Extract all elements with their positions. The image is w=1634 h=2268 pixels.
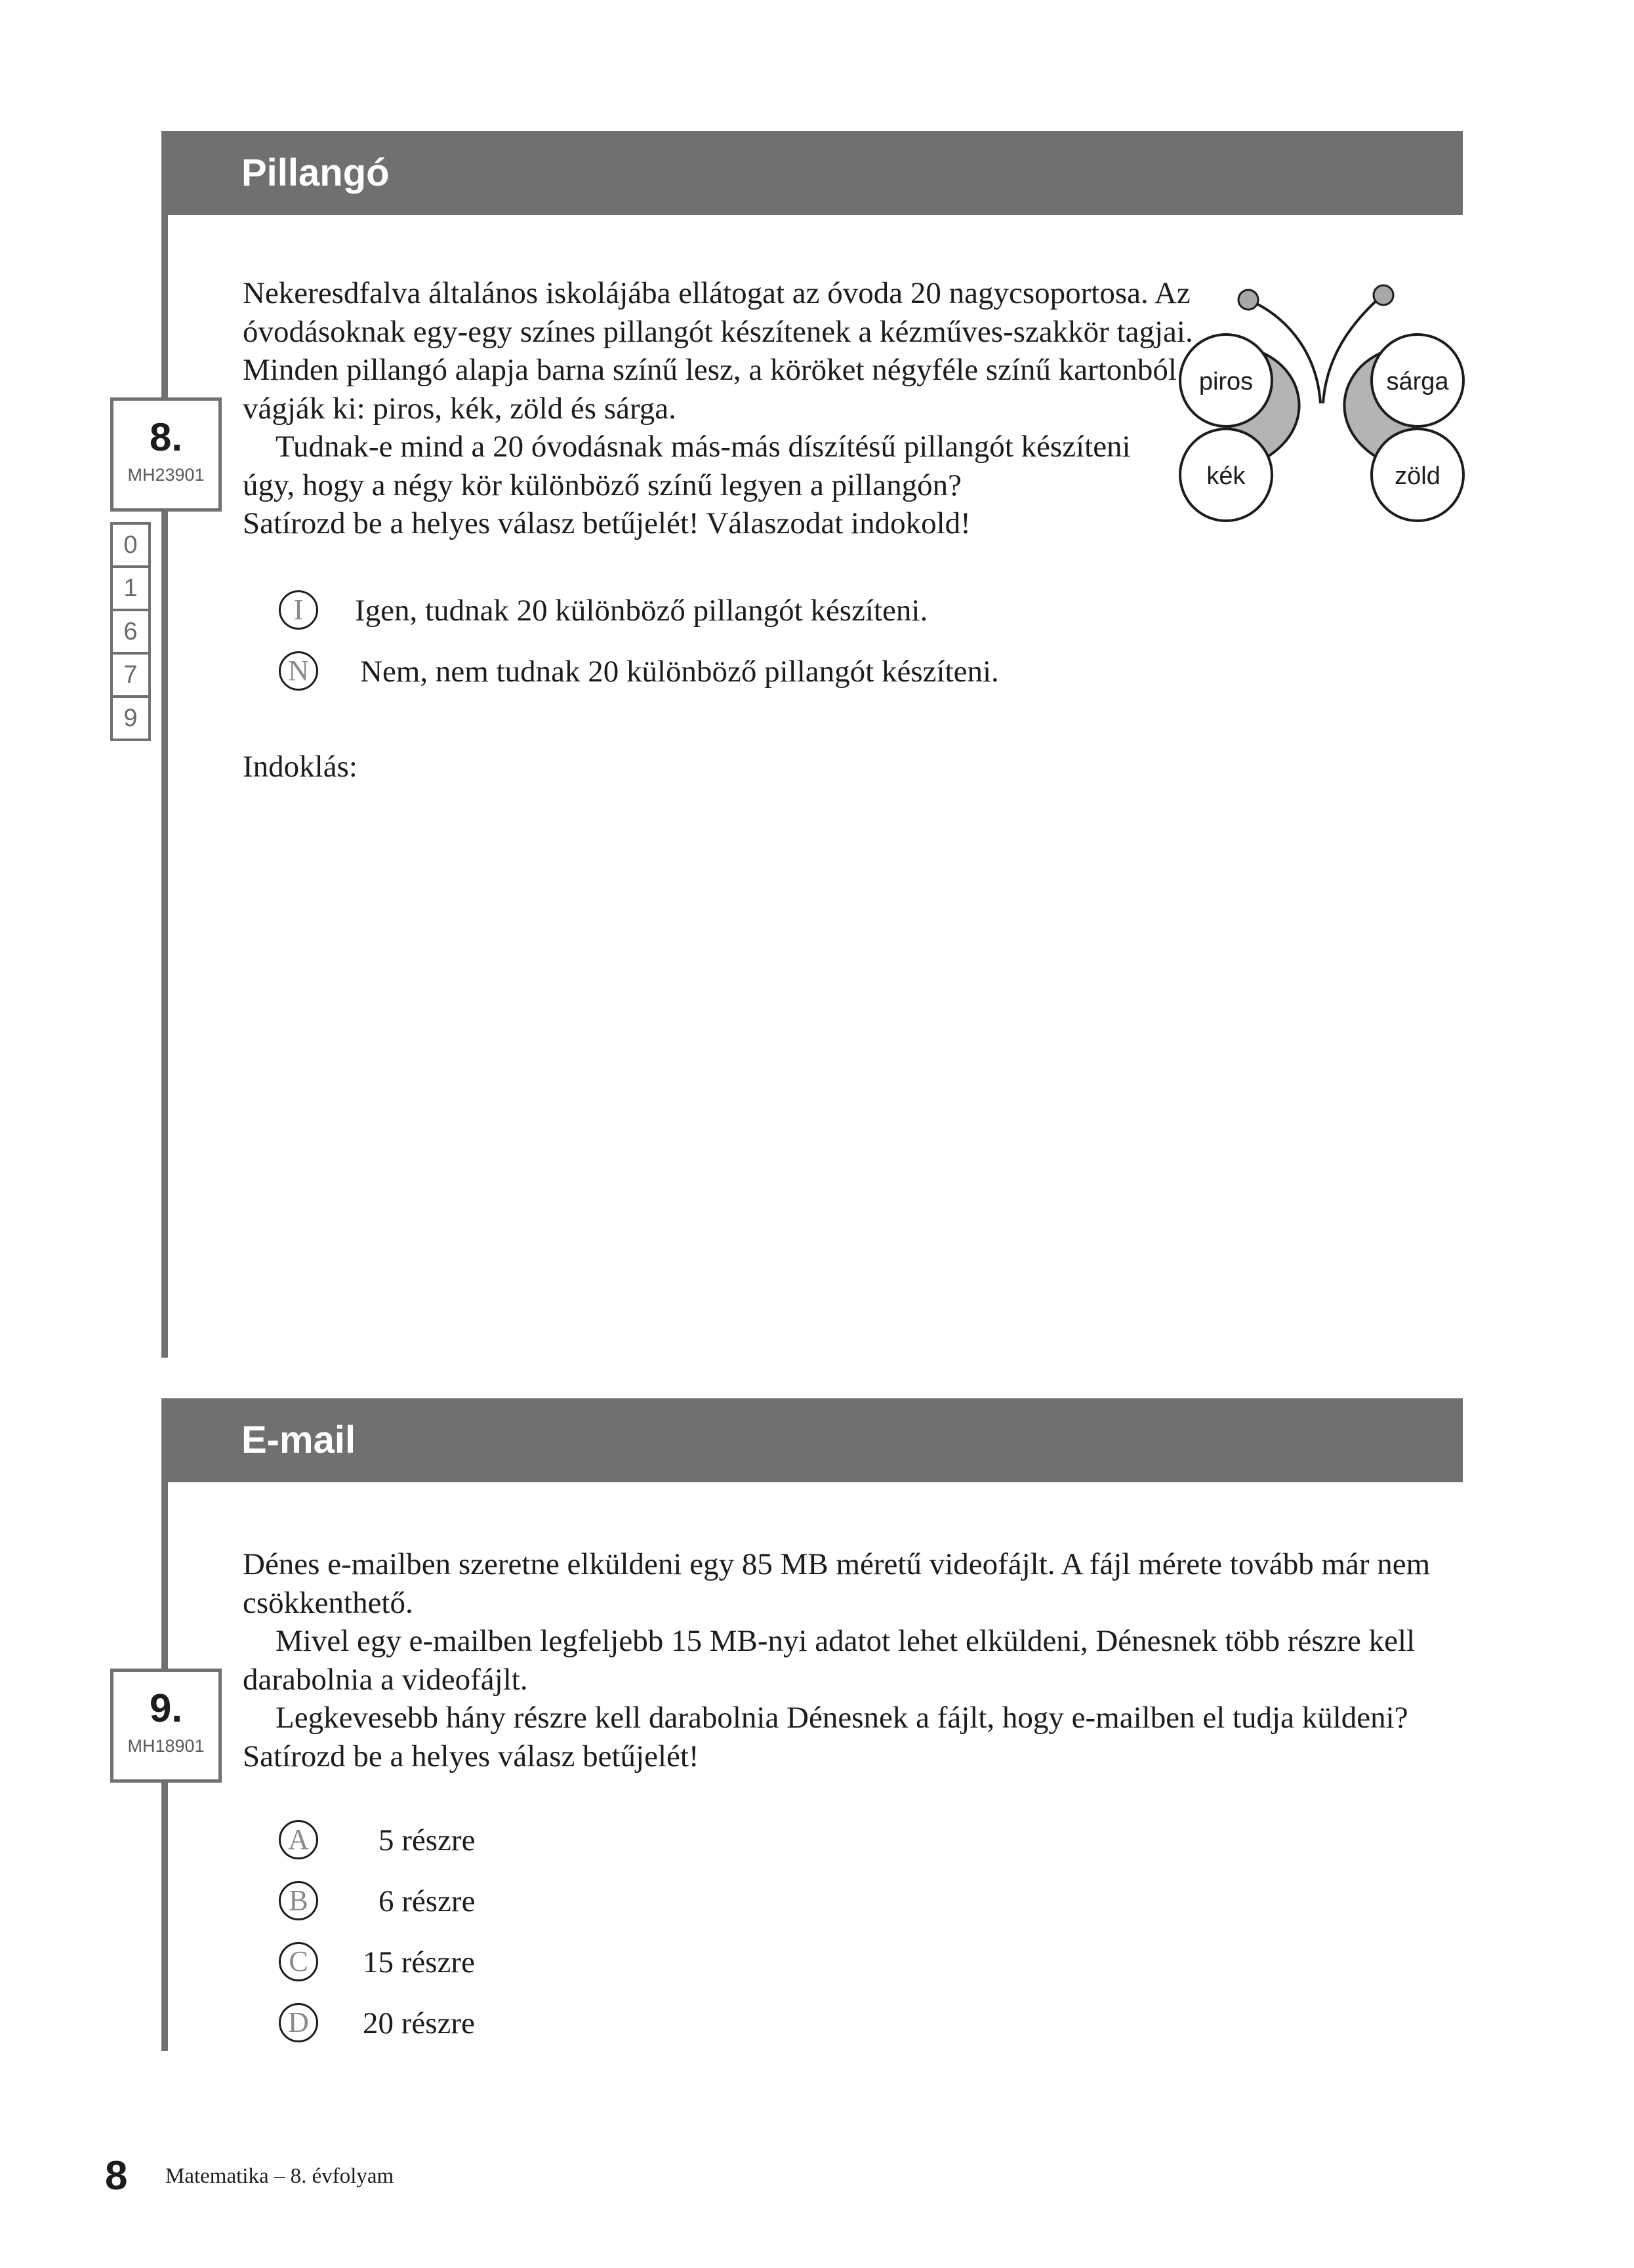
option-text: 5 részre — [378, 1823, 476, 1857]
task9-code: MH18901 — [127, 1736, 205, 1756]
answer-bubble[interactable]: D — [279, 2003, 318, 2042]
butterfly-label-bottom-right: zöld — [1395, 462, 1440, 490]
answer-bubble[interactable]: A — [279, 1820, 318, 1859]
task8-code: MH23901 — [127, 465, 205, 485]
score-box[interactable]: 9 — [123, 704, 138, 732]
task8-left-rule — [161, 131, 168, 1358]
task9-paragraph-1: Dénes e-mailben szeretne elküldeni egy 85 MB méretű videofájlt. A fájl mérete tovább már nem csökkenthető. — [243, 1547, 1431, 1620]
task9-number-box — [110, 1669, 222, 1783]
task8-title-text: Pillangó — [241, 152, 390, 194]
butterfly-label-top-left: piros — [1198, 368, 1254, 395]
task9-question-text — [243, 1545, 1476, 1775]
task8-number: 8. — [149, 415, 183, 459]
butterfly-figure — [1177, 275, 1466, 525]
option-text: Igen, tudnak 20 különböző pillangót készíteni. — [355, 594, 928, 628]
task8-score-boxes — [110, 522, 151, 741]
task8-number-box — [110, 397, 222, 512]
answer-bubble[interactable]: I — [279, 590, 318, 630]
task9-section-title — [161, 1398, 1463, 1482]
task8-paragraph-2: Tudnak-e mind a 20 óvodásnak más-más díszítésű pillangót készíteni úgy, hogy a négy kör különböző színű legyen a pillangón? — [243, 430, 1131, 502]
butterfly-label-top-right: sárga — [1386, 368, 1449, 395]
answer-bubble[interactable]: B — [279, 1881, 318, 1920]
task9-paragraph-3: Legkevesebb hány részre kell darabolnia Dénesnek a fájlt, hogy e-mailben el tudja küldeni? — [276, 1701, 1408, 1735]
page-number: 8 — [105, 2153, 128, 2198]
justification-label: Indoklás: — [243, 750, 357, 784]
option-text: 15 részre — [363, 1945, 475, 1979]
option-text: 20 részre — [363, 2006, 475, 2040]
task9-instruction: Satírozd be a helyes válasz betűjelét! — [243, 1739, 699, 1773]
score-box[interactable]: 6 — [113, 611, 148, 655]
task9-paragraph-2: Mivel egy e-mailben legfeljebb 15 MB-nyi adatot lehet elküldeni, Dénesnek több részre kell darabolnia a videofájlt. — [243, 1624, 1416, 1697]
butterfly-label-bottom-left: kék — [1206, 462, 1246, 490]
score-box[interactable]: 7 — [113, 655, 148, 698]
score-box[interactable]: 1 — [113, 568, 148, 611]
butterfly-antenna-tip-right — [1374, 285, 1393, 305]
option-text: 6 részre — [378, 1884, 476, 1918]
footer-subject: Matematika – 8. évfolyam — [165, 2164, 394, 2188]
task9-number: 9. — [149, 1686, 183, 1730]
task8-question-text — [243, 274, 1197, 543]
task8-section-title — [161, 131, 1463, 215]
task9-title-text: E-mail — [241, 1419, 356, 1461]
score-box[interactable]: 0 — [113, 525, 148, 568]
task8-paragraph-1: Nekeresdfalva általános iskolájába ellátogat az óvoda 20 nagycsoportosa. Az óvodásoknak egy-egy színes pillangót készítenek a kézműves-szakkör tagjai. Minden pillangó alapja barna színű lesz, a köröket négyféle színű kartonból vágják ki: piros, kék, zöld és sárga. — [243, 276, 1193, 426]
answer-bubble[interactable]: C — [279, 1942, 318, 1981]
butterfly-antenna-tip-left — [1238, 290, 1258, 310]
justification-answer-area[interactable] — [243, 794, 1463, 1331]
answer-bubble[interactable]: N — [279, 651, 318, 691]
option-text: Nem, nem tudnak 20 különböző pillangót készíteni. — [360, 655, 999, 689]
task8-instruction: Satírozd be a helyes válasz betűjelét! Válaszodat indokold! — [243, 506, 971, 540]
